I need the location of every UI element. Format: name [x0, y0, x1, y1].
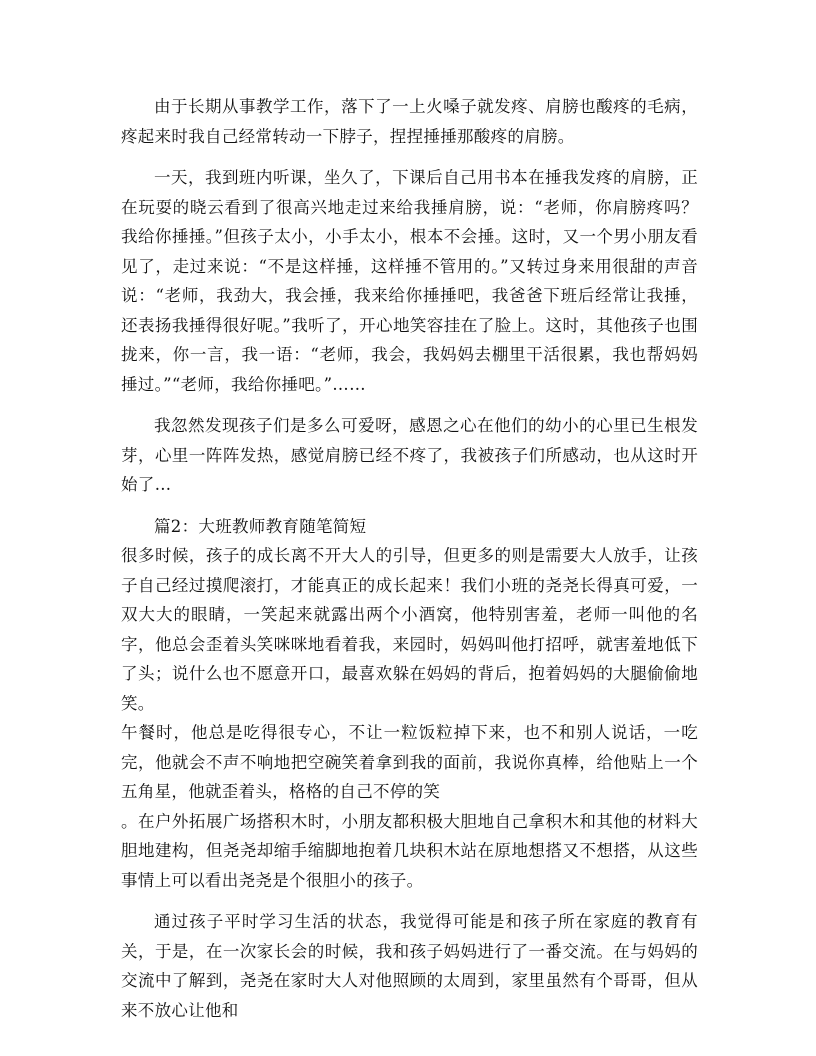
- paragraph-2: 一天，我到班内听课，坐久了，下课后自己用书本在捶我发疼的肩膀，正在玩耍的晓云看到了很高兴地走过来给我捶肩膀，说：“老师，你肩膀疼吗？我给你捶捶。”但孩子太小，小手太小，根本不会捶。这时，又一个男小朋友看见了，走过来说：“不是这样捶，这样捶不管用的。”又转过身来用很甜的声音说：“老师，我劲大，我会捶，我来给你捶捶吧，我爸爸下班后经常让我捶，还表扬我捶得很好呢。”我听了，开心地笑容挂在了脸上。这时，其他孩子也围拢来，你一言，我一语：“老师，我会，我妈妈去棚里干活很累，我也帮妈妈捶过。”“老师，我给你捶吧。”……: [121, 168, 698, 394]
- paragraph-1: 由于长期从事教学工作，落下了一上火嗓子就发疼、肩膀也酸疼的毛病，疼起来时我自己经常转动一下脖子，捏捏捶捶那酸疼的肩膀。: [121, 97, 698, 146]
- paragraph-3: 我忽然发现孩子们是多么可爱呀，感恩之心在他们的幼小的心里已生根发芽，心里一阵阵发热，感觉肩膀已经不疼了，我被孩子们所感动，也从这时开始了…: [121, 416, 698, 494]
- section-paragraph-1: 很多时候，孩子的成长离不开大人的引导，但更多的则是需要大人放手，让孩子自己经过摸爬滚打，才能真正的成长起来！我们小班的尧尧长得真可爱，一双大大的眼睛，一笑起来就露出两个小酒窝，他特别害羞，老师一叫他的名字，他总会歪着头笑咪咪地看着我，来园时，妈妈叫他打招呼，就害羞地低下了头；说什么也不愿意开口，最喜欢躲在妈妈的背后，抱着妈妈的大腿偷偷地笑。: [121, 546, 698, 713]
- section-paragraph-3: 。在户外拓展广场搭积木时，小朋友都积极大胆地自己拿积木和其他的材料大胆地建构，但尧尧却缩手缩脚地抱着几块积木站在原地想搭又不想搭，从这些事情上可以看出尧尧是个很胆小的孩子。: [121, 811, 698, 890]
- document-body: [121, 92, 698, 1025]
- section-paragraph-2: 午餐时，他总是吃得很专心，不让一粒饭粒掉下来，也不和别人说话，一吃完，他就会不声不响地把空碗笑着拿到我的面前，我说你真棒，给他贴上一个五角星，他就歪着头，格格的自己不停的笑: [121, 723, 698, 801]
- section-paragraph-4: 通过孩子平时学习生活的状态，我觉得可能是和孩子所在家庭的教育有关，于是，在一次家长会的时候，我和孩子妈妈进行了一番交流。在与妈妈的交流中了解到，尧尧在家时大人对他照顾的太周到，家里虽然有个哥哥，但从来不放心让他和: [121, 912, 698, 1020]
- section-heading: 篇2：大班教师教育随笔简短: [154, 516, 367, 536]
